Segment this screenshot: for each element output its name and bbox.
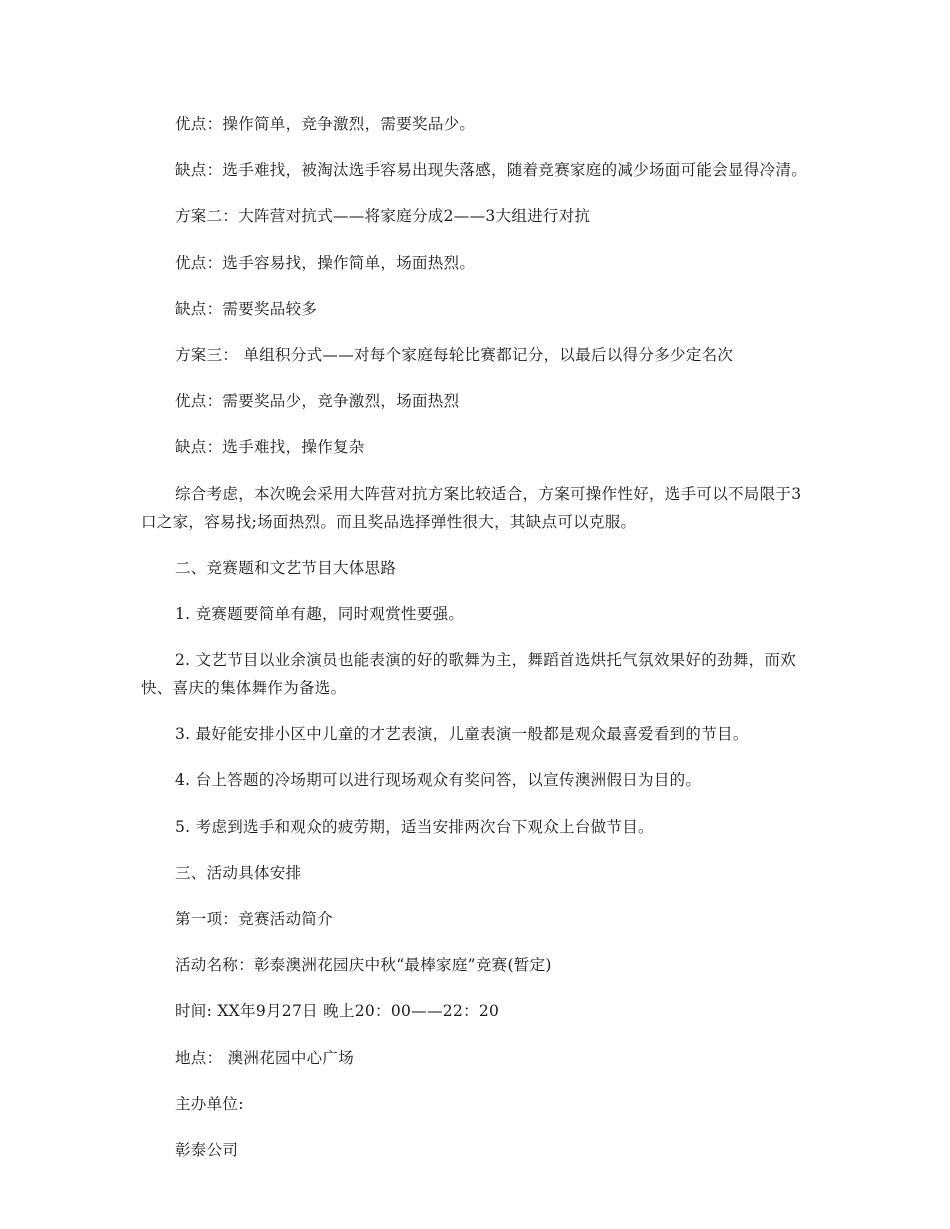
event-name: 活动名称：彰泰澳洲花园庆中秋“最棒家庭”竞赛(暂定)	[175, 956, 552, 975]
organizer-label: 主办单位:	[175, 1094, 244, 1113]
paragraph-disadvantage-2: 缺点：需要奖品较多	[175, 299, 318, 318]
section-heading-2: 二、竞赛题和文艺节目大体思路	[175, 558, 397, 577]
document-body	[141, 110, 809, 1182]
paragraph-advantage-1: 优点：操作简单，竞争激烈，需要奖品少。	[175, 115, 476, 133]
organizer-name: 彰泰公司	[175, 1140, 239, 1159]
paragraph-disadvantage-1: 缺点：选手难找，被淘汰选手容易出现失落感，随着竞赛家庭的减少场面可能会显得冷清。	[175, 161, 808, 180]
paragraph-advantage-2: 优点：选手容易找，操作简单，场面热烈。	[175, 253, 476, 272]
section-heading-3: 三、活动具体安排	[175, 863, 302, 882]
paragraph-advantage-3: 优点：需要奖品少，竞争激烈，场面热烈	[175, 392, 460, 411]
paragraph-plan-2: 方案二：大阵营对抗式——将家庭分成2——3大组进行对抗	[175, 207, 591, 226]
paragraph-disadvantage-3: 缺点：选手难找，操作复杂	[175, 438, 365, 457]
paragraph-plan-3: 方案三： 单组积分式——对每个家庭每轮比赛都记分，以最后以得分多少定名次	[175, 345, 734, 364]
list-item-1: 1. 竞赛题要简单有趣，同时观赏性要强。	[175, 604, 465, 623]
list-item-2: 2. 文艺节目以业余演员也能表演的好的歌舞为主，舞蹈首选烘托气氛效果好的劲舞，而欢快、喜庆的集体舞作为备选。	[141, 651, 797, 698]
list-item-4: 4. 台上答题的冷场期可以进行现场观众有奖问答，以宣传澳洲假日为目的。	[175, 771, 702, 790]
item-heading-1: 第一项：竞赛活动简介	[175, 910, 334, 928]
event-time: 时间: XX年9月27日 晚上20：00——22：20	[175, 1002, 500, 1021]
list-item-5: 5. 考虑到选手和观众的疲劳期，适当安排两次台下观众上台做节目。	[175, 817, 654, 836]
paragraph-conclusion: 综合考虑，本次晚会采用大阵营对抗方案比较适合，方案可操作性好，选手可以不局限于3口之家，容易找;场面热烈。而且奖品选择弹性很大，其缺点可以克服。	[141, 484, 802, 531]
list-item-3: 3. 最好能安排小区中儿童的才艺表演，儿童表演一般都是观众最喜爱看到的节目。	[175, 725, 749, 744]
event-location: 地点： 澳洲花园中心广场	[175, 1048, 355, 1067]
